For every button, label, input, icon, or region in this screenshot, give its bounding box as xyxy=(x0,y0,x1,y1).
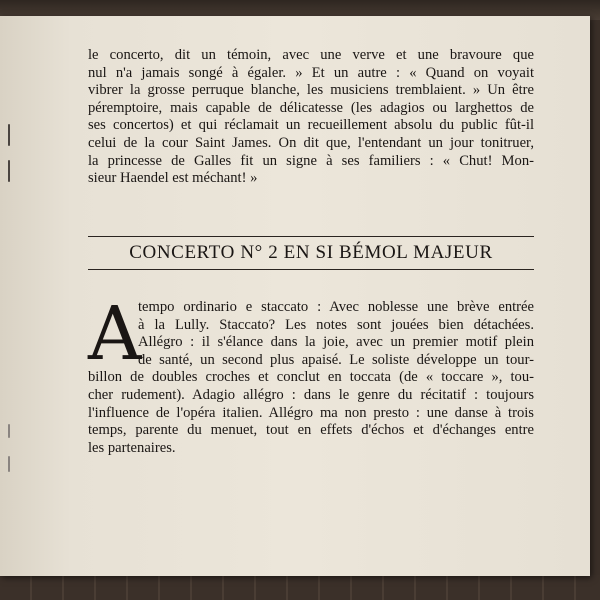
staple-mark xyxy=(8,160,10,182)
text-line: péremptoire, mais capable de délicatesse (les adagios ou larghettos de xyxy=(88,99,534,116)
drop-cap: A xyxy=(88,291,142,377)
text-line: vibrer la grosse perruque blanche, les musiciens tremblaient. » Un être xyxy=(88,82,534,99)
heading-rule-bottom xyxy=(88,269,534,270)
text-line: le concerto, dit un témoin, avec une verve et une bravoure que xyxy=(88,47,534,63)
text-line: billon de doubles croches et conclut en toccata (de « toccare », tou- xyxy=(88,369,534,386)
staple-mark xyxy=(8,124,10,146)
text-line: cher rudement). Adagio allégro : dans le genre du récitatif : toujours xyxy=(88,386,534,403)
staple-mark xyxy=(8,424,10,438)
section-heading: CONCERTO N° 2 EN SI BÉMOL MAJEUR xyxy=(129,242,493,263)
text-line: temps, parente du menuet, tout en effets d'échos et d'échanges entre xyxy=(88,422,534,439)
text-line: les partenaires. xyxy=(88,439,176,456)
text-line: de santé, un second plus apaisé. Le soliste développe un tour- xyxy=(138,351,534,368)
staple-mark xyxy=(8,456,10,472)
body-paragraph xyxy=(88,291,534,457)
text-line: sieur Haendel est méchant! » xyxy=(88,170,258,187)
text-line: nul n'a jamais songé à égaler. » Et un autre : « Quand on voyait xyxy=(88,64,534,81)
text-line: la princesse de Galles fit un signe à ses familiers : « Chut! Mon- xyxy=(88,152,534,169)
text-line: tempo ordinario e staccato : Avec noblesse une brève entrée xyxy=(138,299,534,315)
text-line: celui de la cour Saint James. On dit que, l'entendant un jour tonitruer, xyxy=(88,134,534,151)
text-line: l'influence de l'opéra italien. Allégro ma non presto : une danse à trois xyxy=(88,404,534,421)
heading-rule-top xyxy=(88,236,534,237)
section-heading-block xyxy=(88,236,534,272)
wooden-surface xyxy=(0,575,600,600)
text-line: ses concertos) et qui réclamait un recueillement absolu du public fût-il xyxy=(88,117,534,134)
intro-paragraph xyxy=(88,47,534,188)
text-line: Allégro : il s'élance dans la joie, avec un premier motif plein xyxy=(138,334,534,351)
text-line: à la Lully. Staccato? Les notes sont jouées bien détachées. xyxy=(138,316,534,333)
